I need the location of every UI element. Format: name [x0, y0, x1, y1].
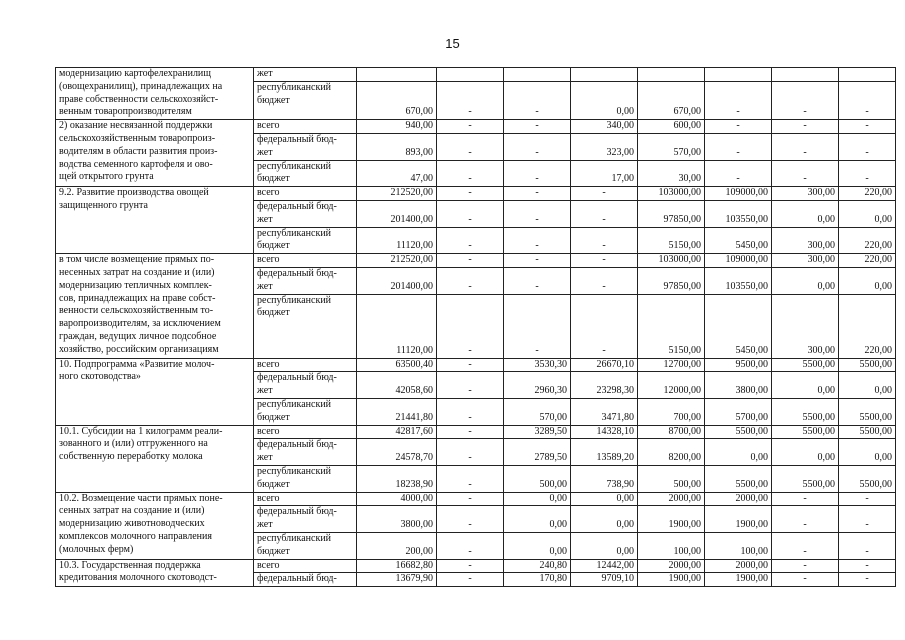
- amount-cell: 323,00: [571, 133, 638, 160]
- amount-cell: 0,00: [772, 200, 839, 227]
- item-description: [56, 425, 254, 492]
- amount-cell: -: [437, 465, 504, 492]
- amount-cell: 100,00: [638, 532, 705, 559]
- table-row: [56, 358, 896, 372]
- amount-cell: -: [437, 573, 504, 587]
- description-line: (овощехранилищ), принадлежащих на: [59, 80, 223, 92]
- amount-cell: 2000,00: [705, 559, 772, 573]
- amount-cell: 26670,10: [571, 358, 638, 372]
- source-line: федеральный бюд-: [257, 506, 337, 518]
- description-line: модернизацию тепличных комплек-: [59, 279, 212, 291]
- amount-cell: -: [437, 439, 504, 466]
- source-line: всего: [257, 492, 280, 504]
- amount-cell: -: [437, 425, 504, 439]
- amount-cell: [839, 68, 896, 82]
- amount-cell: -: [504, 187, 571, 201]
- source-line: республиканский: [257, 227, 332, 239]
- amount-cell: -: [571, 254, 638, 268]
- amount-cell: 0,00: [504, 532, 571, 559]
- table-body: [56, 68, 896, 587]
- funding-source: [254, 439, 357, 466]
- description-line: венности сельскохозяйственным то-: [59, 305, 214, 317]
- amount-cell: 0,00: [705, 439, 772, 466]
- source-line: жет: [257, 452, 273, 464]
- amount-cell: 5500,00: [839, 398, 896, 425]
- description-line: 10.3. Государственная поддержка: [59, 559, 201, 571]
- amount-cell: -: [705, 120, 772, 134]
- description-line: модернизацию картофелехранилищ: [59, 68, 211, 79]
- amount-cell: 17,00: [571, 160, 638, 187]
- amount-cell: 63500,40: [357, 358, 437, 372]
- source-line: республиканский: [257, 294, 332, 306]
- description-line: 10.2. Возмещение части прямых поне-: [59, 492, 223, 504]
- amount-cell: 3289,50: [504, 425, 571, 439]
- amount-cell: 212520,00: [357, 254, 437, 268]
- funding-source: [254, 200, 357, 227]
- funding-source: [254, 133, 357, 160]
- amount-cell: 0,00: [571, 82, 638, 120]
- amount-cell: -: [839, 492, 896, 506]
- amount-cell: -: [437, 294, 504, 358]
- amount-cell: 0,00: [571, 532, 638, 559]
- amount-cell: 2000,00: [638, 559, 705, 573]
- amount-cell: 3530,30: [504, 358, 571, 372]
- amount-cell: [437, 68, 504, 82]
- amount-cell: 700,00: [638, 398, 705, 425]
- description-line: зованного и (или) отгруженного на: [59, 438, 208, 450]
- amount-cell: -: [772, 120, 839, 134]
- amount-cell: 30,00: [638, 160, 705, 187]
- amount-cell: 109000,00: [705, 254, 772, 268]
- description-line: водства семенного картофеля и ово-: [59, 158, 213, 170]
- funding-source: [254, 254, 357, 268]
- amount-cell: -: [504, 294, 571, 358]
- amount-cell: 570,00: [504, 398, 571, 425]
- table-row: [56, 120, 896, 134]
- amount-cell: 1900,00: [638, 506, 705, 533]
- amount-cell: 42058,60: [357, 372, 437, 399]
- description-line: водителям в области развития произ-: [59, 145, 218, 157]
- amount-cell: -: [772, 160, 839, 187]
- amount-cell: -: [437, 187, 504, 201]
- amount-cell: -: [571, 267, 638, 294]
- funding-source: [254, 372, 357, 399]
- amount-cell: -: [437, 160, 504, 187]
- source-line: республиканский: [257, 532, 332, 544]
- amount-cell: 12700,00: [638, 358, 705, 372]
- amount-cell: 47,00: [357, 160, 437, 187]
- funding-source: [254, 532, 357, 559]
- amount-cell: 103550,00: [705, 267, 772, 294]
- amount-cell: 5500,00: [839, 465, 896, 492]
- amount-cell: 0,00: [504, 492, 571, 506]
- description-line: в том числе возмещение прямых по-: [59, 254, 215, 266]
- funding-source: [254, 160, 357, 187]
- amount-cell: 0,00: [839, 439, 896, 466]
- amount-cell: 5500,00: [772, 425, 839, 439]
- amount-cell: 12442,00: [571, 559, 638, 573]
- amount-cell: 97850,00: [638, 267, 705, 294]
- amount-cell: -: [504, 227, 571, 254]
- amount-cell: -: [772, 506, 839, 533]
- source-line: федеральный бюд-: [257, 439, 337, 451]
- amount-cell: -: [571, 187, 638, 201]
- funding-source: [254, 425, 357, 439]
- amount-cell: 5150,00: [638, 227, 705, 254]
- description-line: 9.2. Развитие производства овощей: [59, 187, 209, 199]
- funding-source: [254, 120, 357, 134]
- amount-cell: 5450,00: [705, 227, 772, 254]
- amount-cell: -: [839, 160, 896, 187]
- source-line: республиканский: [257, 398, 332, 410]
- amount-cell: -: [504, 133, 571, 160]
- amount-cell: 220,00: [839, 227, 896, 254]
- amount-cell: -: [839, 506, 896, 533]
- description-line: сов, принадлежащих на праве собст-: [59, 292, 216, 304]
- amount-cell: -: [437, 559, 504, 573]
- amount-cell: 0,00: [504, 506, 571, 533]
- amount-cell: -: [504, 200, 571, 227]
- amount-cell: 13679,90: [357, 573, 437, 587]
- amount-cell: 0,00: [839, 372, 896, 399]
- amount-cell: 9500,00: [705, 358, 772, 372]
- amount-cell: -: [504, 82, 571, 120]
- amount-cell: 103000,00: [638, 254, 705, 268]
- source-line: бюджет: [257, 240, 290, 252]
- amount-cell: 2789,50: [504, 439, 571, 466]
- funding-source: [254, 68, 357, 82]
- amount-cell: 5500,00: [839, 358, 896, 372]
- table-row: [56, 492, 896, 506]
- amount-cell: 103000,00: [638, 187, 705, 201]
- amount-cell: 14328,10: [571, 425, 638, 439]
- funding-source: [254, 559, 357, 573]
- amount-cell: -: [772, 532, 839, 559]
- description-line: модернизацию животноводческих: [59, 518, 205, 530]
- item-description: [56, 254, 254, 358]
- amount-cell: 500,00: [504, 465, 571, 492]
- amount-cell: 8700,00: [638, 425, 705, 439]
- description-line: несенных затрат на создание и (или): [59, 266, 215, 278]
- amount-cell: [638, 68, 705, 82]
- funding-source: [254, 294, 357, 358]
- item-description: [56, 68, 254, 120]
- amount-cell: -: [772, 573, 839, 587]
- amount-cell: 570,00: [638, 133, 705, 160]
- amount-cell: -: [437, 532, 504, 559]
- description-line: 10.1. Субсидии на 1 килограмм реали-: [59, 425, 223, 437]
- amount-cell: 0,00: [571, 506, 638, 533]
- source-line: федеральный бюд-: [257, 372, 337, 384]
- amount-cell: -: [437, 372, 504, 399]
- source-line: всего: [257, 559, 280, 571]
- amount-cell: 11120,00: [357, 294, 437, 358]
- amount-cell: 940,00: [357, 120, 437, 134]
- amount-cell: 5500,00: [772, 398, 839, 425]
- description-line: комплексов молочного направления: [59, 530, 212, 542]
- table-row: [56, 425, 896, 439]
- amount-cell: -: [839, 120, 896, 134]
- amount-cell: 200,00: [357, 532, 437, 559]
- amount-cell: 5500,00: [772, 358, 839, 372]
- amount-cell: 23298,30: [571, 372, 638, 399]
- amount-cell: 300,00: [772, 294, 839, 358]
- description-line: защищенного грунта: [59, 199, 148, 211]
- funding-source: [254, 465, 357, 492]
- amount-cell: 670,00: [638, 82, 705, 120]
- amount-cell: -: [571, 200, 638, 227]
- source-line: бюджет: [257, 411, 290, 423]
- amount-cell: 212520,00: [357, 187, 437, 201]
- description-line: 2) оказание несвязанной поддержки: [59, 120, 213, 132]
- amount-cell: 13589,20: [571, 439, 638, 466]
- source-line: федеральный бюд-: [257, 267, 337, 279]
- amount-cell: 340,00: [571, 120, 638, 134]
- amount-cell: 0,00: [839, 200, 896, 227]
- description-line: кредитования молочного скотоводст-: [59, 572, 217, 584]
- amount-cell: 11120,00: [357, 227, 437, 254]
- amount-cell: -: [705, 82, 772, 120]
- amount-cell: 170,80: [504, 573, 571, 587]
- amount-cell: [772, 68, 839, 82]
- amount-cell: -: [437, 82, 504, 120]
- description-line: граждан, ведущих личное подсобное: [59, 330, 217, 342]
- amount-cell: -: [437, 120, 504, 134]
- amount-cell: 220,00: [839, 294, 896, 358]
- description-line: собственную переработку молока: [59, 451, 203, 463]
- amount-cell: 893,00: [357, 133, 437, 160]
- amount-cell: -: [437, 492, 504, 506]
- table-row: [56, 254, 896, 268]
- amount-cell: 18238,90: [357, 465, 437, 492]
- description-line: щей открытого грунта: [59, 171, 154, 183]
- funding-source: [254, 187, 357, 201]
- amount-cell: 2000,00: [705, 492, 772, 506]
- source-line: бюджет: [257, 173, 290, 185]
- amount-cell: [571, 68, 638, 82]
- item-description: [56, 120, 254, 187]
- amount-cell: -: [772, 133, 839, 160]
- amount-cell: -: [705, 133, 772, 160]
- budget-table: [55, 67, 896, 587]
- source-line: бюджет: [257, 545, 290, 557]
- amount-cell: -: [437, 200, 504, 227]
- amount-cell: -: [437, 133, 504, 160]
- amount-cell: -: [504, 160, 571, 187]
- description-line: варопроизводителям, за исключением: [59, 318, 221, 330]
- amount-cell: 5500,00: [772, 465, 839, 492]
- page-number: 15: [445, 36, 460, 51]
- amount-cell: -: [839, 133, 896, 160]
- amount-cell: 0,00: [772, 372, 839, 399]
- amount-cell: 100,00: [705, 532, 772, 559]
- amount-cell: 16682,80: [357, 559, 437, 573]
- amount-cell: 12000,00: [638, 372, 705, 399]
- amount-cell: -: [437, 358, 504, 372]
- amount-cell: [705, 68, 772, 82]
- amount-cell: 220,00: [839, 187, 896, 201]
- item-description: [56, 492, 254, 559]
- description-line: праве собственности сельскохозяйст-: [59, 93, 219, 105]
- amount-cell: 2960,30: [504, 372, 571, 399]
- description-line: сельскохозяйственным товаропроиз-: [59, 132, 216, 144]
- amount-cell: 8200,00: [638, 439, 705, 466]
- source-line: жет: [257, 146, 273, 158]
- amount-cell: -: [772, 82, 839, 120]
- amount-cell: 300,00: [772, 187, 839, 201]
- amount-cell: 4000,00: [357, 492, 437, 506]
- amount-cell: -: [437, 227, 504, 254]
- amount-cell: -: [437, 267, 504, 294]
- amount-cell: 300,00: [772, 227, 839, 254]
- funding-source: [254, 358, 357, 372]
- source-line: всего: [257, 425, 280, 437]
- amount-cell: -: [839, 82, 896, 120]
- source-line: бюджет: [257, 307, 290, 319]
- source-line: жет: [257, 519, 273, 531]
- amount-cell: 5700,00: [705, 398, 772, 425]
- amount-cell: -: [571, 294, 638, 358]
- description-line: венным товаропроизводителям: [59, 106, 192, 118]
- description-line: хозяйство, российским организациям: [59, 343, 219, 355]
- amount-cell: -: [772, 559, 839, 573]
- description-line: ного скотоводства»: [59, 371, 141, 383]
- amount-cell: 9709,10: [571, 573, 638, 587]
- amount-cell: 0,00: [571, 492, 638, 506]
- source-line: всего: [257, 254, 280, 266]
- amount-cell: 5500,00: [705, 465, 772, 492]
- amount-cell: 2000,00: [638, 492, 705, 506]
- amount-cell: 201400,00: [357, 200, 437, 227]
- amount-cell: -: [839, 532, 896, 559]
- amount-cell: -: [839, 559, 896, 573]
- amount-cell: 3800,00: [357, 506, 437, 533]
- amount-cell: 220,00: [839, 254, 896, 268]
- amount-cell: 500,00: [638, 465, 705, 492]
- amount-cell: 0,00: [772, 267, 839, 294]
- amount-cell: 300,00: [772, 254, 839, 268]
- amount-cell: 5450,00: [705, 294, 772, 358]
- funding-source: [254, 227, 357, 254]
- source-line: бюджет: [257, 94, 290, 106]
- source-line: жет: [257, 68, 273, 79]
- amount-cell: -: [705, 160, 772, 187]
- amount-cell: 1900,00: [638, 573, 705, 587]
- source-line: федеральный бюд-: [257, 573, 337, 585]
- amount-cell: 21441,80: [357, 398, 437, 425]
- amount-cell: [504, 68, 571, 82]
- amount-cell: -: [571, 227, 638, 254]
- amount-cell: -: [504, 254, 571, 268]
- funding-source: [254, 492, 357, 506]
- amount-cell: 97850,00: [638, 200, 705, 227]
- amount-cell: 240,80: [504, 559, 571, 573]
- description-line: 10. Подпрограмма «Развитие молоч-: [59, 358, 215, 370]
- source-line: бюджет: [257, 478, 290, 490]
- amount-cell: -: [437, 506, 504, 533]
- source-line: федеральный бюд-: [257, 200, 337, 212]
- amount-cell: 670,00: [357, 82, 437, 120]
- amount-cell: 42817,60: [357, 425, 437, 439]
- source-line: федеральный бюд-: [257, 133, 337, 145]
- description-line: сенных затрат на создание и (или): [59, 505, 205, 517]
- source-line: жет: [257, 213, 273, 225]
- amount-cell: 600,00: [638, 120, 705, 134]
- amount-cell: -: [437, 254, 504, 268]
- amount-cell: 1900,00: [705, 573, 772, 587]
- funding-source: [254, 398, 357, 425]
- source-line: республиканский: [257, 160, 332, 172]
- source-line: всего: [257, 358, 280, 370]
- table-row: [56, 187, 896, 201]
- amount-cell: [357, 68, 437, 82]
- amount-cell: 5150,00: [638, 294, 705, 358]
- funding-source: [254, 573, 357, 587]
- amount-cell: 1900,00: [705, 506, 772, 533]
- source-line: всего: [257, 120, 280, 132]
- amount-cell: -: [504, 120, 571, 134]
- amount-cell: -: [839, 573, 896, 587]
- funding-source: [254, 506, 357, 533]
- amount-cell: 201400,00: [357, 267, 437, 294]
- source-line: жет: [257, 280, 273, 292]
- source-line: республиканский: [257, 465, 332, 477]
- amount-cell: 5500,00: [839, 425, 896, 439]
- funding-source: [254, 267, 357, 294]
- item-description: [56, 358, 254, 425]
- amount-cell: -: [437, 398, 504, 425]
- item-description: [56, 559, 254, 587]
- table-row: [56, 559, 896, 573]
- item-description: [56, 187, 254, 254]
- amount-cell: 3471,80: [571, 398, 638, 425]
- source-line: жет: [257, 385, 273, 397]
- amount-cell: 0,00: [772, 439, 839, 466]
- amount-cell: 103550,00: [705, 200, 772, 227]
- amount-cell: 109000,00: [705, 187, 772, 201]
- source-line: республиканский: [257, 82, 332, 94]
- amount-cell: 5500,00: [705, 425, 772, 439]
- amount-cell: -: [504, 267, 571, 294]
- amount-cell: -: [772, 492, 839, 506]
- source-line: всего: [257, 187, 280, 199]
- description-line: (молочных ферм): [59, 543, 134, 555]
- amount-cell: 0,00: [839, 267, 896, 294]
- amount-cell: 3800,00: [705, 372, 772, 399]
- amount-cell: 24578,70: [357, 439, 437, 466]
- funding-source: [254, 82, 357, 120]
- table-row: [56, 68, 896, 82]
- amount-cell: 738,90: [571, 465, 638, 492]
